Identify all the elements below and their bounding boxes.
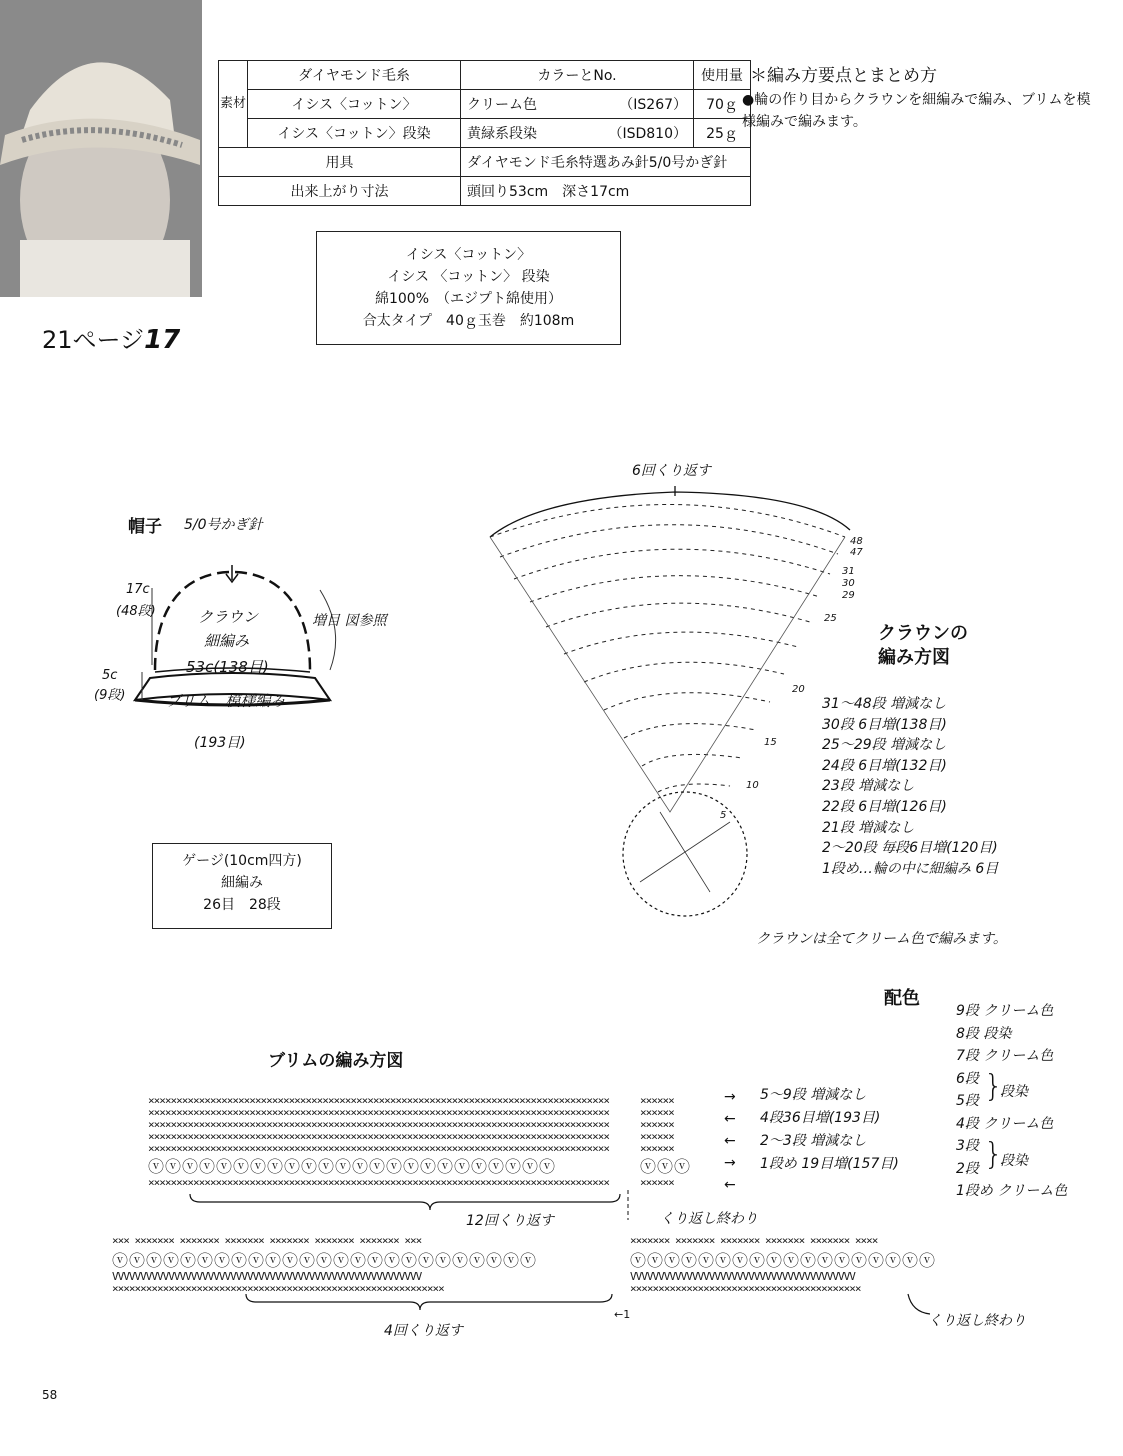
brim-rows: (9段) xyxy=(94,688,126,703)
header-name: ダイヤモンド毛糸 xyxy=(248,61,461,90)
yarn1-color: クリーム色 xyxy=(461,90,572,119)
yarn-info-box xyxy=(316,231,621,345)
row-num: 20 xyxy=(792,684,805,695)
yarn2-color: 黄緑系段染 xyxy=(461,119,572,148)
yarn-line: 綿100% （エジプト綿使用） xyxy=(374,291,563,307)
brim-lower-chart-right: ××××××× ××××××× ××××××× ××××××× ××××××× ×××× ⓥⓥⓥⓥⓥⓥⓥⓥⓥⓥⓥⓥⓥⓥⓥⓥⓥⓥ VVVVVVVVVVVVVVVVVVVVVVVVVVVVVVVVVVVVVVVV ××××××××××××××××××××××××××××××××××××××××× xyxy=(630,1234,937,1294)
crown-row-note: 25～29段 増減なし xyxy=(822,737,947,754)
crown-row-note: 30段 6目増(138目) xyxy=(822,716,947,733)
crown-title-line: 編み方図 xyxy=(878,647,950,668)
color-row: 7段 クリーム色 xyxy=(956,1048,1054,1064)
color-row: 2段 xyxy=(956,1160,979,1177)
brim-row-note: 2～3段 増減なし xyxy=(760,1133,867,1149)
brim-row-label: 1 xyxy=(623,1308,631,1321)
color-row: 4段 クリーム色 xyxy=(956,1115,1054,1132)
yarn-line: 合太タイプ 40ｇ玉巻 約108m xyxy=(362,313,575,329)
brace-icon: } xyxy=(984,1137,1004,1172)
repeat4-brace xyxy=(240,1290,1040,1330)
crown-row-note: 1段め…輪の中に細編み 6目 xyxy=(822,860,999,877)
yarn1-code: （IS267） xyxy=(571,90,693,119)
size-value: 頭回り53cm 深さ17cm xyxy=(461,177,751,206)
yarn1-amount: 70ｇ xyxy=(694,90,751,119)
yarn-line: イシス〈コットン〉 xyxy=(405,247,532,263)
crown-repeat-label: 6回くり返す xyxy=(632,463,711,479)
hat-depth-rows: (48段) xyxy=(116,604,156,619)
crown-rows-list xyxy=(822,694,998,879)
yarn2-name: イシス〈コットン〉段染 xyxy=(248,119,461,148)
row-num: 29 xyxy=(842,590,855,601)
crown-chart xyxy=(480,482,880,922)
crown-row-note: 21段 増減なし xyxy=(822,819,915,836)
brim-upper-chart: ×××××××××××××××××××××××××××××××××××××××××××××××××××××××××××××××××××××××××××××××××× ×××××××××××××××××××××××××××××××××××××××××××××××××××××××××××××××××××××××××××××××××× ×××××××××××××××××××××××××××××××××××××××××××××××××××××××××××××××××××××××××××××××××× ×××××××××××××××××××××××××××××××××××××××××××××××××××××××××××××××××××××××××××××××××× ×××××××××××××××××××××××××××××××××××××××××××××××××××××××××××××××××××××××××××××××××× ⓥⓥⓥⓥⓥⓥⓥⓥⓥⓥⓥⓥⓥⓥⓥⓥⓥⓥⓥⓥⓥⓥⓥⓥ ×××××××××××××××××××××××××××××××××××××××××××××××××××××××××××××××××××××××××××××××××× xyxy=(148,1094,610,1188)
brim-count: (193目) xyxy=(194,735,246,751)
color-row: 6段 xyxy=(956,1070,979,1087)
repeat12-brace xyxy=(140,1190,740,1220)
crown-row-note: 2～20段 毎段6目増(120目) xyxy=(822,840,998,857)
page-ref-number: 17 xyxy=(144,325,181,355)
hat-hook: 5/0号かぎ針 xyxy=(184,517,263,533)
size-label: 出来上がり寸法 xyxy=(219,177,461,206)
header-amount: 使用量 xyxy=(694,61,751,90)
gauge-line: ゲージ(10cm四方) xyxy=(182,853,302,869)
brim-chart-title: ブリムの編み方図 xyxy=(268,1051,404,1071)
yarn2-code: （ISD810） xyxy=(571,119,693,148)
arrow-left-icon: ← xyxy=(724,1133,736,1149)
hat-depth: 17c xyxy=(126,582,150,597)
crown-chart-title xyxy=(878,622,968,670)
brim-row-note: 5～9段 増減なし xyxy=(760,1087,867,1103)
brace-icon: } xyxy=(984,1069,1004,1104)
color-plan-list xyxy=(956,1000,1067,1203)
color-row: 3段 xyxy=(956,1138,979,1154)
page-ref-text: 21ページ xyxy=(42,326,145,354)
yarn1-name: イシス〈コットン〉 xyxy=(248,90,461,119)
brim-rows-list xyxy=(760,1084,899,1176)
row-num: 31 xyxy=(842,566,855,577)
color-row: 1段め クリーム色 xyxy=(956,1183,1068,1199)
arrow-right-icon: → xyxy=(724,1155,736,1171)
color-row: 5段 xyxy=(956,1093,979,1109)
arrow-left-icon: ← xyxy=(724,1177,736,1193)
row-num: 25 xyxy=(824,613,837,624)
row-num: 15 xyxy=(764,737,777,748)
notes-title: ＊編み方要点とまとめ方 xyxy=(750,66,937,86)
row-num: 10 xyxy=(746,780,759,791)
increase-ref: 増目 図参照 xyxy=(312,613,387,629)
row-num: 48 xyxy=(850,536,863,547)
gauge-box xyxy=(152,843,332,929)
crown-circ: 53c(138目) xyxy=(186,658,269,676)
brim-height: 5c xyxy=(102,668,118,683)
crown-row-nums-top xyxy=(850,536,863,558)
brim-row-note: 1段め 19目増(157目) xyxy=(760,1156,899,1172)
repeat-end-label-1: くり返し終わり xyxy=(660,1211,758,1227)
header-color: カラーとNo. xyxy=(461,61,694,90)
page-reference xyxy=(42,320,180,355)
page-number: 58 xyxy=(42,1388,58,1402)
brim-row-note: 4段36目増(193目) xyxy=(760,1110,881,1126)
row-num: 30 xyxy=(842,578,855,589)
brim-upper-end: ×××××× ×××××× ×××××× ×××××× ×××××× ⓥⓥⓥ ×××××× xyxy=(640,1094,692,1188)
crown-stitch: 細編み xyxy=(204,632,250,650)
color-row: 8段 段染 xyxy=(956,1025,1012,1042)
arrow-right-icon: → xyxy=(724,1089,736,1105)
hat-model-photo xyxy=(0,0,202,297)
arrow-left-icon: ← xyxy=(724,1111,736,1127)
crown-row-note: 22段 6目増(126目) xyxy=(822,798,947,815)
gauge-line: 26目 28段 xyxy=(203,897,281,913)
crown-note: クラウンは全てクリーム色で編みます。 xyxy=(756,931,1007,947)
gauge-line: 細編み xyxy=(221,875,263,891)
brace-label-2: 段染 xyxy=(1000,1153,1028,1169)
row-one-arrow xyxy=(614,1308,630,1321)
notes-body: ●輪の作り目からクラウンを細編みで編み、ブリムを模様編みで編みます。 xyxy=(742,92,1091,130)
tool-label: 用具 xyxy=(219,148,461,177)
crown-row-note: 31～48段 増減なし xyxy=(822,696,947,712)
yarn-line: イシス 〈コットン〉 段染 xyxy=(387,269,550,285)
repeat-end-label-2: くり返し終わり xyxy=(928,1313,1026,1329)
crown-row-nums-mid xyxy=(842,566,855,602)
materials-side-label: 素材 xyxy=(219,61,248,148)
crown-title-line: クラウンの xyxy=(878,623,968,644)
tool-value: ダイヤモンド毛糸特選あみ針5/0号かぎ針 xyxy=(461,148,751,177)
crown-row-note: 24段 6目増(132目) xyxy=(822,757,947,774)
color-row: 9段 クリーム色 xyxy=(956,1003,1054,1019)
brim-lower-chart-left: ××× ××××××× ××××××× ××××××× ××××××× ××××××× ××××××× ××× ⓥⓥⓥⓥⓥⓥⓥⓥⓥⓥⓥⓥⓥⓥⓥⓥⓥⓥⓥⓥⓥⓥⓥⓥⓥ VVVVVVVVVVVVVVVVVVVVVVVVVVVVVVVVVVVVVVVVVVVVVVVVVVVVVVV ××××××××××××××××××××××××××××××××××××××××××××××××××××××××××× xyxy=(112,1234,538,1294)
brim-arrows xyxy=(724,1086,736,1196)
materials-table xyxy=(218,60,751,206)
row-num: 47 xyxy=(850,547,863,558)
hat-title: 帽子 xyxy=(128,517,162,537)
brim-label: ブリム 模様編み xyxy=(166,692,286,710)
crown-label: クラウン xyxy=(198,608,259,626)
yarn2-amount: 25ｇ xyxy=(694,119,751,148)
brace-label-1: 段染 xyxy=(1000,1084,1028,1100)
repeat12-label: 12回くり返す xyxy=(466,1213,554,1229)
row-num: 5 xyxy=(720,810,727,821)
crown-row-note: 23段 増減なし xyxy=(822,778,915,795)
arrow-left-icon: ← xyxy=(614,1308,624,1321)
repeat4-label: 4回くり返す xyxy=(384,1323,463,1339)
color-plan-title: 配色 xyxy=(884,988,920,1009)
